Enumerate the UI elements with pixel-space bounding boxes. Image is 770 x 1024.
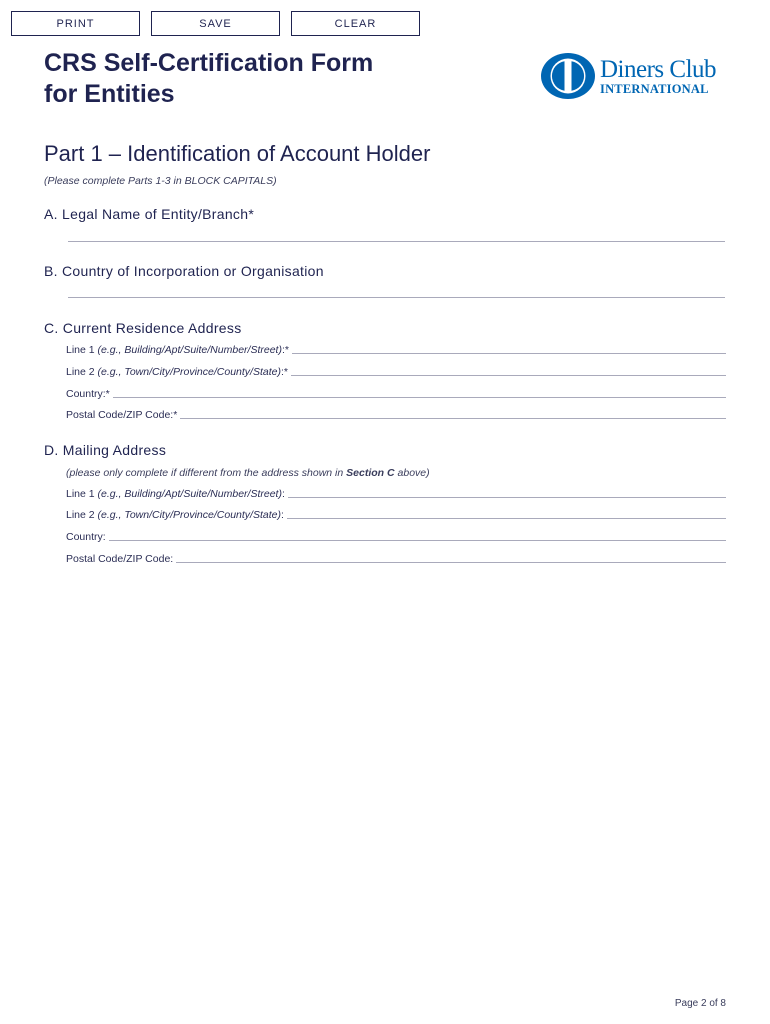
- residence-line1-row: [66, 344, 726, 356]
- mailing-line1-field[interactable]: [288, 497, 726, 498]
- save-button[interactable]: SAVE: [151, 11, 280, 36]
- mailing-country-field[interactable]: [109, 540, 726, 541]
- residence-country-field[interactable]: [113, 397, 726, 398]
- mailing-line2-label: Line 2 (e.g., Town/City/Province/County/State):: [66, 509, 284, 521]
- mailing-country-label: Country:: [66, 531, 106, 543]
- print-button[interactable]: PRINT: [11, 11, 140, 36]
- country-of-incorporation-field[interactable]: [68, 297, 725, 298]
- form-title: [44, 48, 373, 110]
- form-title-line2: for Entities: [44, 80, 175, 108]
- mailing-country-row: [66, 531, 726, 543]
- logo-subtitle: INTERNATIONAL: [600, 81, 709, 96]
- form-title-line1: CRS Self-Certification Form: [44, 49, 374, 77]
- residence-line1-field[interactable]: [292, 353, 726, 354]
- mailing-line1-label: Line 1 (e.g., Building/Apt/Suite/Number/Street):: [66, 488, 285, 500]
- mailing-line1-row: [66, 488, 726, 500]
- mailing-line2-field[interactable]: [287, 518, 726, 519]
- residence-line1-label: Line 1 (e.g., Building/Apt/Suite/Number/Street):*: [66, 344, 289, 356]
- mailing-postal-row: [66, 553, 726, 565]
- logo-wordmark: [600, 57, 716, 96]
- mailing-postal-field[interactable]: [176, 562, 726, 563]
- section-d-title: D. Mailing Address: [44, 442, 167, 458]
- logo-name: Diners Club: [600, 55, 717, 83]
- legal-name-field[interactable]: [68, 241, 725, 242]
- clear-button[interactable]: CLEAR: [291, 11, 420, 36]
- section-a-title: A. Legal Name of Entity/Branch*: [44, 206, 255, 222]
- residence-line2-row: [66, 366, 726, 378]
- residence-country-label: Country:*: [66, 388, 110, 400]
- mailing-postal-label: Postal Code/ZIP Code:: [66, 553, 174, 565]
- residence-postal-field[interactable]: [180, 418, 726, 419]
- page-indicator: Page 2 of 8: [674, 998, 726, 1009]
- residence-line2-label: Line 2 (e.g., Town/City/Province/County/State):*: [66, 366, 288, 378]
- part-1-title: Part 1 – Identification of Account Holder: [44, 141, 431, 166]
- residence-line2-field[interactable]: [291, 375, 726, 376]
- residence-postal-label: Postal Code/ZIP Code:*: [66, 409, 178, 421]
- form-toolbar: [11, 11, 420, 36]
- diners-club-logo-icon: [540, 52, 596, 100]
- residence-country-row: [66, 388, 726, 400]
- section-d-note: (please only complete if different from the address shown in Section C above): [66, 467, 430, 479]
- part-1-note: (Please complete Parts 1-3 in BLOCK CAPITALS): [44, 175, 277, 187]
- section-b-title: B. Country of Incorporation or Organisation: [44, 263, 324, 279]
- section-c-title: C. Current Residence Address: [44, 320, 242, 336]
- mailing-line2-row: [66, 509, 726, 521]
- diners-club-logo: [540, 52, 716, 100]
- residence-postal-row: [66, 409, 726, 421]
